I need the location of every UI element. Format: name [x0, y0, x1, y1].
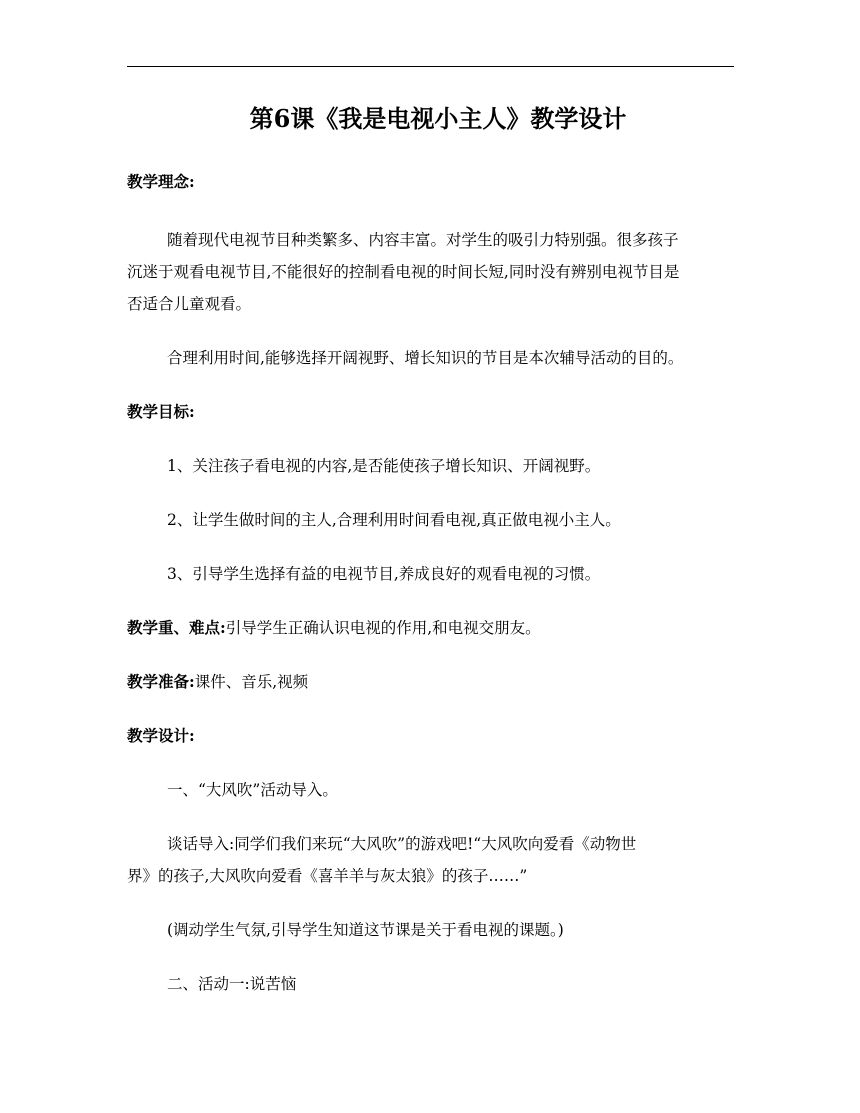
document-title: 第6课《我是电视小主人》教学设计	[249, 104, 627, 133]
document-body	[127, 98, 737, 1000]
header-rule	[127, 66, 734, 67]
step-1-note: (调动学生气氛,引导学生知道这节课是关于看电视的课题。)	[167, 921, 564, 939]
key-points-label: 教学重、难点:	[127, 618, 226, 637]
concept-paragraph-1-line-1: 随着现代电视节目种类繁多、内容丰富。对学生的吸引力特别强。很多孩子	[167, 231, 679, 249]
concept-heading: 教学理念:	[127, 172, 195, 191]
step-1-paragraph-line-2: 界》的孩子,大风吹向爱看《喜羊羊与灰太狼》的孩子……”	[127, 867, 528, 885]
step-1-title: 一、“大风吹”活动导入。	[167, 781, 338, 799]
step-1-paragraph-line-1: 谈话导入:同学们我们来玩“大风吹”的游戏吧!“大风吹向爱看《动物世	[167, 835, 637, 853]
goal-item-1: 1、关注孩子看电视的内容,是否能使孩子增长知识、开阔视野。	[167, 457, 601, 475]
goal-item-2: 2、让学生做时间的主人,合理利用时间看电视,真正做电视小主人。	[167, 511, 621, 529]
design-heading: 教学设计:	[127, 726, 195, 745]
goal-item-3: 3、引导学生选择有益的电视节目,养成良好的观看电视的习惯。	[167, 565, 601, 583]
concept-paragraph-1-line-3: 否适合儿童观看。	[127, 295, 252, 313]
preparation-line	[127, 666, 737, 698]
key-points-text: 引导学生正确认识电视的作用,和电视交朋友。	[225, 619, 541, 637]
concept-paragraph-2: 合理利用时间,能够选择开阔视野、增长知识的节目是本次辅导活动的目的。	[167, 349, 684, 367]
preparation-label: 教学准备:	[127, 672, 195, 691]
preparation-text: 课件、音乐,视频	[194, 673, 309, 691]
key-points-line	[127, 612, 737, 644]
goals-heading: 教学目标:	[127, 402, 195, 421]
concept-paragraph-1-line-2: 沉迷于观看电视节目,不能很好的控制看电视的时间长短,同时没有辨别电视节目是	[127, 263, 680, 281]
step-2-title: 二、活动一:说苦恼	[167, 975, 297, 993]
